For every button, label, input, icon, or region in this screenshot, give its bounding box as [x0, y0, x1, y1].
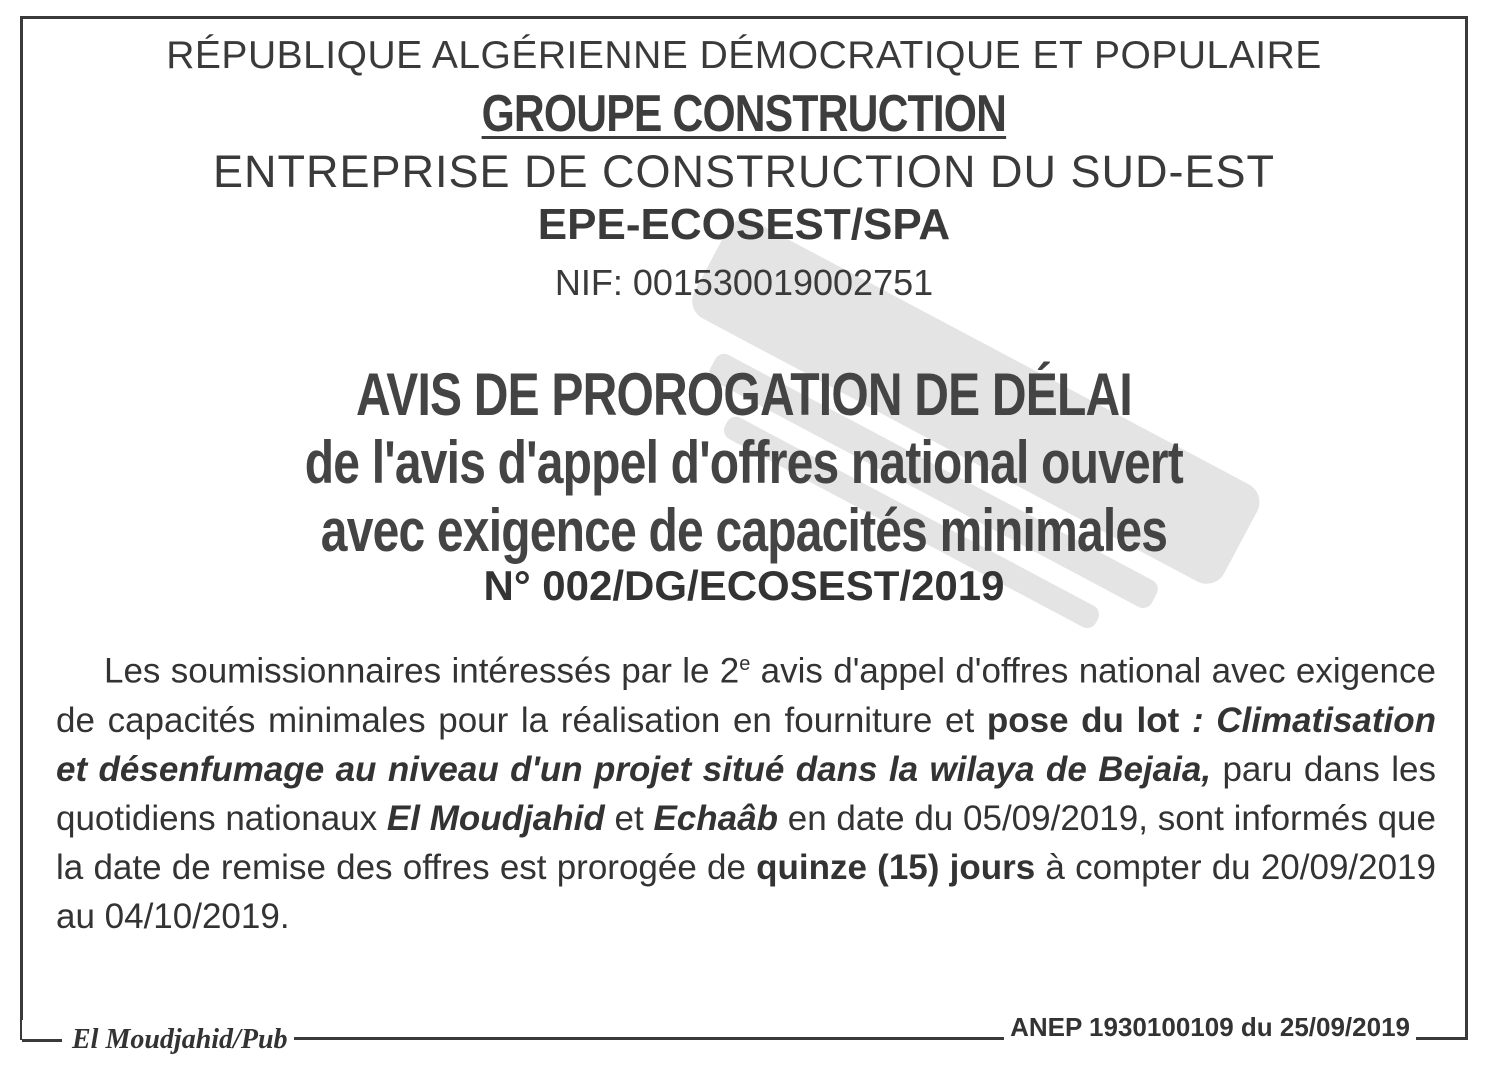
body-part-1: Les soumissionnaires intéressés par le 2 — [104, 651, 740, 691]
header-entreprise: ENTREPRISE DE CONSTRUCTION DU SUD-EST — [212, 146, 1276, 197]
header-nif: NIF: 001530019002751 — [554, 262, 934, 303]
header-groupe — [20, 84, 1468, 144]
footer-anep-reference: ANEP 1930100109 du 25/09/2019 — [1004, 1012, 1416, 1043]
body-superscript: e — [739, 653, 751, 675]
body-part-7: et — [604, 798, 654, 838]
footer-source-text: El Moudjahid/Pub — [66, 1024, 294, 1056]
header-groupe-text: GROUPE CONSTRUCTION — [481, 85, 1007, 143]
title-line-2-text: de l'avis d'appel d'offres national ouvert — [304, 429, 1184, 496]
header-epe: EPE-ECOSEST/SPA — [537, 200, 951, 249]
header-republique: RÉPUBLIQUE ALGÉRIENNE DÉMOCRATIQUE ET POPULAIRE — [166, 34, 1322, 77]
body-part-2: avis d'appel d'offres national avec exigence de capacités minimales pour la réalisation en fourniture et — [56, 651, 1436, 740]
body-part-9: en date du 05/09/2019, sont informés que la date de remise des offres est prorogée de — [56, 798, 1436, 887]
title-line-2 — [20, 428, 1468, 497]
title-line-1-text: AVIS DE PROROGATION DE DÉLAI — [356, 361, 1132, 428]
body-lot-description: : Climatisation et désenfumage au niveau d'un projet situé dans la wilaya de Bejaia, — [56, 700, 1437, 789]
footer-dash — [22, 1039, 62, 1042]
body-newspaper-1: El Moudjahid — [386, 798, 605, 838]
title-line-3 — [20, 496, 1468, 565]
title-line-3-text: avec exigence de capacités minimales — [320, 497, 1168, 564]
body-lot-label: pose du lot — [986, 700, 1180, 740]
notice-number: N° 002/DG/ECOSEST/2019 — [483, 562, 1005, 609]
title-line-1 — [20, 360, 1468, 429]
footer-source — [22, 1020, 294, 1060]
body-duration: quinze (15) jours — [756, 847, 1036, 887]
body-newspaper-2: Echaâb — [653, 798, 778, 838]
body-part-11: à compter du 20/09/2019 au 04/10/2019. — [56, 847, 1436, 936]
body-part-5: paru dans les quotidiens nationaux — [56, 749, 1436, 838]
notice-body — [56, 640, 1436, 941]
